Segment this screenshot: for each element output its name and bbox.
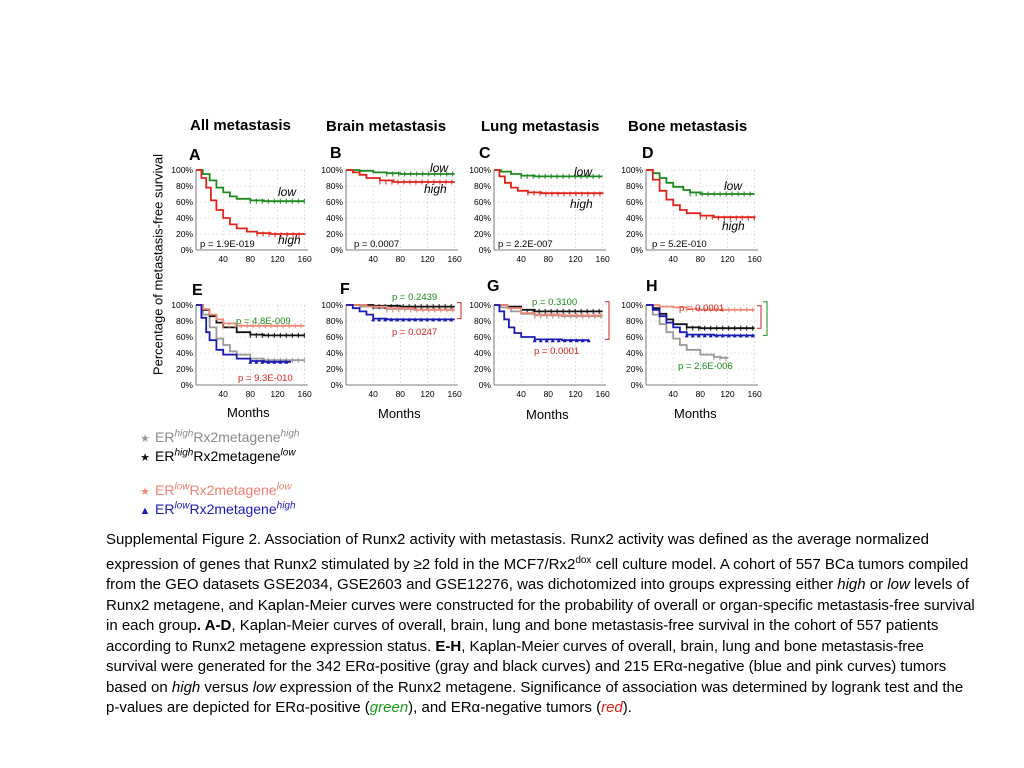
y-tick-label: 60% (175, 197, 193, 207)
y-tick-label: 20% (175, 229, 193, 239)
x-axis-label-E: Months (227, 405, 270, 420)
p-value-label: p = 5.2E-010 (652, 239, 707, 250)
x-axis-label-F: Months (378, 406, 421, 421)
panel-letter: F (340, 281, 350, 298)
y-tick-label: 40% (625, 348, 643, 358)
y-tick-label: 20% (625, 364, 643, 374)
y-tick-label: 100% (469, 300, 491, 310)
x-axis-label-H: Months (674, 406, 717, 421)
legend-marker-icon: ★ (140, 432, 150, 445)
y-tick-label: 80% (473, 316, 491, 326)
y-tick-label: 80% (175, 181, 193, 191)
y-tick-label: 20% (473, 364, 491, 374)
p-value-label: p = 0.2439 (392, 292, 438, 303)
y-tick-label: 20% (175, 364, 193, 374)
column-title-lung: Lung metastasis (481, 118, 600, 135)
y-tick-label: 40% (473, 213, 491, 223)
p-value-label: p = 9.3E-010 (238, 373, 293, 384)
y-tick-label: 100% (621, 165, 643, 175)
x-tick-label: 160 (595, 254, 610, 264)
curve-label-low: low (430, 161, 449, 175)
x-tick-label: 120 (270, 389, 285, 399)
y-tick-label: 0% (330, 245, 343, 255)
panel-letter: B (330, 145, 342, 162)
x-tick-label: 40 (516, 389, 526, 399)
x-tick-label: 40 (368, 389, 378, 399)
x-tick-label: 80 (695, 389, 706, 399)
panel-letter: A (189, 147, 201, 164)
x-tick-label: 120 (568, 389, 583, 399)
p-value-label: p = 0.0247 (392, 327, 438, 338)
legend-marker-icon: ▲ (139, 504, 151, 517)
p-value-label: p = 4.8E-009 (236, 316, 291, 327)
chart-panel-H (610, 275, 770, 405)
x-tick-label: 120 (720, 389, 735, 399)
p-value-label: p = 2.2E-007 (498, 239, 553, 250)
x-tick-label: 80 (543, 389, 554, 399)
y-tick-label: 0% (180, 380, 193, 390)
y-tick-label: 60% (473, 332, 491, 342)
x-tick-label: 80 (245, 254, 256, 264)
y-tick-label: 40% (175, 348, 193, 358)
significance-bracket (757, 306, 761, 328)
legend-marker-icon: ★ (140, 451, 150, 464)
p-value-label: p = 0.0007 (354, 239, 400, 250)
legend-marker-icon: ★ (140, 485, 150, 498)
curve-label-low: low (574, 165, 593, 179)
x-tick-label: 120 (270, 254, 285, 264)
p-value-label: p = 0.0001 (534, 346, 580, 357)
y-axis-label: Percentage of metastasis-free survival (150, 153, 166, 376)
y-tick-label: 60% (325, 332, 343, 342)
significance-bracket (763, 302, 767, 336)
chart-panel-F (310, 275, 470, 405)
y-tick-label: 20% (473, 229, 491, 239)
y-tick-label: 80% (473, 181, 491, 191)
x-tick-label: 80 (245, 389, 256, 399)
legend-item-er-high-high: ★ $ER^{high}Rx2metagene^{high}$ (138, 428, 299, 445)
panel-letter: D (642, 145, 654, 162)
curve-label-high: high (278, 233, 301, 247)
curve-label-high: high (570, 197, 593, 211)
x-tick-label: 160 (297, 389, 312, 399)
y-tick-label: 60% (473, 197, 491, 207)
y-tick-label: 100% (321, 165, 343, 175)
chart-panel-D (610, 140, 770, 270)
x-tick-label: 120 (420, 389, 435, 399)
x-tick-label: 40 (218, 254, 228, 264)
y-tick-label: 0% (630, 380, 643, 390)
p-value-label: p = 2.6E-006 (678, 361, 733, 372)
x-axis-label-G: Months (526, 407, 569, 422)
y-tick-label: 80% (625, 316, 643, 326)
y-tick-label: 60% (625, 332, 643, 342)
y-tick-label: 40% (625, 213, 643, 223)
x-tick-label: 40 (668, 389, 678, 399)
x-tick-label: 160 (447, 254, 462, 264)
x-tick-label: 40 (218, 389, 228, 399)
y-tick-label: 0% (630, 245, 643, 255)
significance-bracket (605, 302, 609, 340)
y-tick-label: 80% (325, 316, 343, 326)
legend-item-er-low-low: ★ $ER^{low}Rx2metagene^{low}$ (138, 481, 292, 498)
p-value-label: p = 0.0001 (679, 303, 725, 314)
p-value-label: p = 1.9E-019 (200, 239, 255, 250)
x-tick-label: 160 (297, 254, 312, 264)
x-tick-label: 160 (747, 254, 762, 264)
y-tick-label: 60% (325, 197, 343, 207)
curve-label-high: high (424, 182, 447, 196)
chart-panel-G (458, 275, 618, 405)
curve-label-high: high (722, 219, 745, 233)
y-tick-label: 100% (321, 300, 343, 310)
chart-panel-A (160, 140, 320, 270)
y-tick-label: 100% (469, 165, 491, 175)
y-tick-label: 0% (330, 380, 343, 390)
curve-label-low: low (278, 185, 297, 199)
panel-letter: E (192, 282, 203, 299)
column-title-brain: Brain metastasis (326, 118, 447, 135)
y-tick-label: 80% (625, 181, 643, 191)
x-tick-label: 80 (695, 254, 706, 264)
chart-panel-E (160, 275, 320, 405)
y-tick-label: 100% (171, 165, 193, 175)
y-tick-label: 60% (625, 197, 643, 207)
legend-item-er-low-high: ▲ $ER^{low}Rx2metagene^{high}$ (139, 500, 296, 517)
x-tick-label: 40 (368, 254, 378, 264)
y-tick-label: 20% (325, 229, 343, 239)
y-tick-label: 60% (175, 332, 193, 342)
x-tick-label: 80 (543, 254, 554, 264)
x-tick-label: 80 (395, 254, 406, 264)
chart-panel-C (458, 140, 618, 270)
curve-label-low: low (724, 179, 743, 193)
x-tick-label: 160 (447, 389, 462, 399)
y-tick-label: 100% (621, 300, 643, 310)
y-tick-label: 40% (175, 213, 193, 223)
y-tick-label: 100% (171, 300, 193, 310)
x-tick-label: 40 (516, 254, 526, 264)
y-tick-label: 40% (325, 213, 343, 223)
x-tick-label: 120 (720, 254, 735, 264)
y-tick-label: 80% (175, 316, 193, 326)
y-tick-label: 0% (478, 380, 491, 390)
y-tick-label: 40% (325, 348, 343, 358)
chart-panel-B (310, 140, 470, 270)
column-title-all: All metastasis (190, 117, 291, 134)
p-value-label: p = 0.3100 (532, 297, 578, 308)
y-tick-label: 0% (180, 245, 193, 255)
x-tick-label: 120 (568, 254, 583, 264)
y-tick-label: 40% (473, 348, 491, 358)
y-tick-label: 0% (478, 245, 491, 255)
panel-letter: H (646, 278, 658, 295)
panel-letter: C (479, 145, 491, 162)
y-tick-label: 80% (325, 181, 343, 191)
x-tick-label: 80 (395, 389, 406, 399)
x-tick-label: 160 (747, 389, 762, 399)
figure-caption: Supplemental Figure 2. Association of Runx2 activity with metastasis. Runx2 activity was defined as the average normalized expression of genes that Runx2 stimulated by ≥2 fold in the $MCF7/Rx2^{dox}$ cell culture model. A cohort of 557 BCa tumors compiled from the GEO datasets GSE2034, GSE2603 and GSE12276, was dichotomized into groups expressing either high or low levels of Runx2 metagene, and Kaplan-Meier curves were constructed for the probability of overall or organ-specific metastasis-free survival in each group. A-D, Kaplan-Meier curves of overall, brain, lung and bone metastasis-free survival in the cohort of 557 patients according to Runx2 metagene expression status. E-H, Kaplan-Meier curves of overall, brain, lung and bone metastasis-free survival were generated for the 342 ERα-positive (gray and black curves) and 215 ERα-negative (blue and pink curves) tumors based on high versus low expression of the Runx2 metagene. Significance of association was determined by logrank test and the p-values are depicted for ERα-positive (green), and ERα-negative tumors (red). (106, 531, 975, 716)
x-tick-label: 160 (595, 389, 610, 399)
y-tick-label: 20% (625, 229, 643, 239)
panel-letter: G (487, 278, 500, 295)
column-title-bone: Bone metastasis (628, 118, 748, 135)
legend-item-er-high-low: ★ $ER^{high}Rx2metagene^{low}$ (138, 447, 296, 464)
x-tick-label: 120 (420, 254, 435, 264)
y-tick-label: 20% (325, 364, 343, 374)
x-tick-label: 40 (668, 254, 678, 264)
